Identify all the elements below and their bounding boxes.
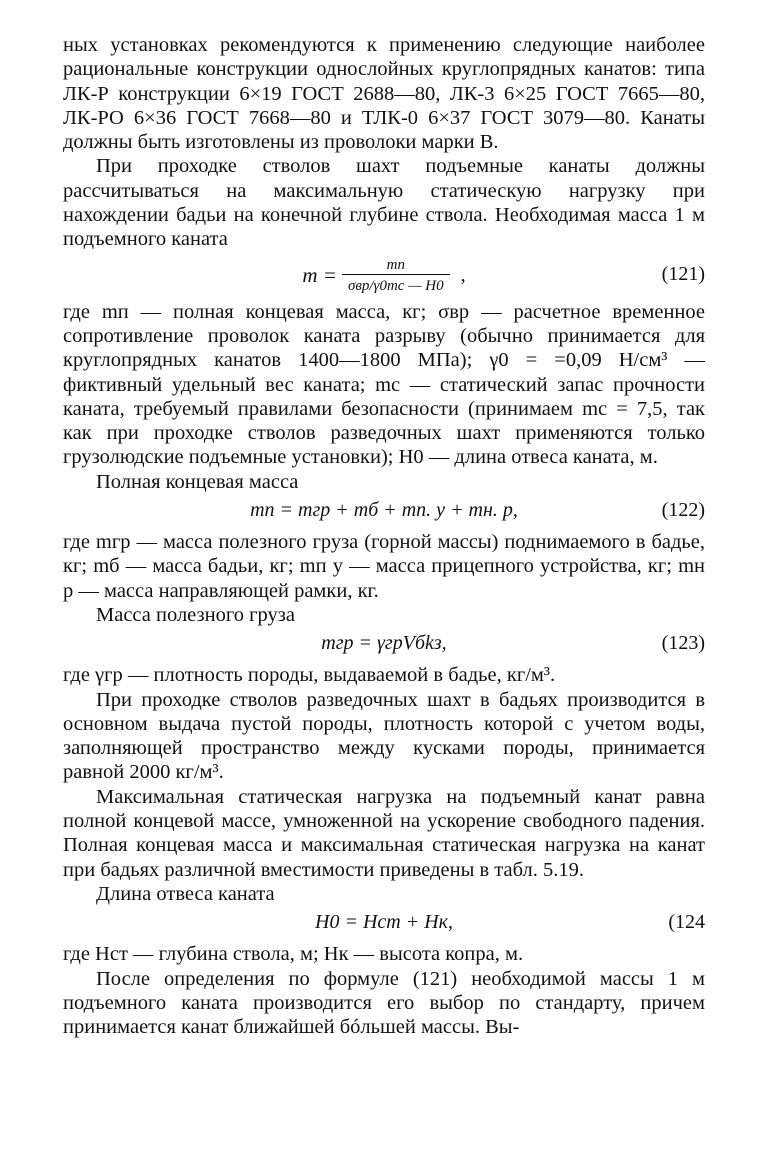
formula-121-fraction [342,256,450,295]
paragraph-formula-122-legend: где mгр — масса полезного груза (горной массы) поднимаемого в бадье, кг; mб — масса бадьи, кг; mп у — масса прицепного устройства, кг; mн р — масса направляющей рамки, кг. [63,531,705,602]
paragraph-formula-123-legend: где γгр — плотность породы, выдаваемой в бадье, кг/м³. [63,664,556,687]
formula-121-numerator: mп [386,256,405,273]
formula-123-number: (123) [661,632,705,655]
formula-121-denominator: σвр/γ0mс — H0 [342,274,450,295]
paragraph-rope-constructions: ных установках рекомендуются к применению следующие наиболее рациональные конструкции однослойных круглопрядных канатов: типа ЛК-Р конструкции 6×19 ГОСТ 2688—80, ЛК-3 6×25 ГОСТ 7665—80, ЛК-РО 6×36 ГОСТ 7668—80 и ТЛК-0 6×37 ГОСТ 3079—80. Канаты должны быть изготовлены из проволоки марки В. [63,34,705,154]
page-body [63,33,705,1039]
formula-121-tail: , [460,263,466,286]
formula-121-lhs: m = [302,262,337,287]
paragraph-static-load: При проходке стволов шахт подъемные канаты должны рассчитываться на максимальную статическую нагрузку при нахождении бадьи на конечной глубине ствола. Необходимая масса 1 м подъемного каната [63,155,705,251]
formula-122-number: (122) [661,499,705,522]
paragraph-max-static-load: Максимальная статическая нагрузка на подъемный канат равна полной концевой массе, умноженной на ускорение свободного падения. Полная концевая масса и максимальная статическая нагрузка на канат при бадьях различной вместимости приведены в табл. 5.19. [63,785,705,881]
paragraph-total-mass-heading: Полная концевая масса [96,470,299,493]
formula-124-number: (124 [668,911,705,934]
formula-121 [63,252,705,300]
formula-124 [63,906,705,942]
formula-122-body: mп = mгр + mб + mп. у + mн. р, [250,499,518,522]
formula-121-number: (121) [661,262,705,285]
paragraph-formula-124-legend: где Hст — глубина ствола, м; Hк — высота копра, м. [63,943,524,966]
paragraph-rope-selection: После определения по формуле (121) необходимой массы 1 м подъемного каната производится его выбор по стандарту, причем принимается канат ближайшей бóльшей массы. Вы- [63,967,705,1039]
formula-122 [63,494,705,530]
formula-123 [63,627,705,663]
formula-124-body: H0 = Hст + Hк, [315,911,453,934]
paragraph-rock-density: При проходке стволов разведочных шахт в бадьях производится в основном выдача пустой породы, плотность которой с учетом воды, заполняющей пространство между кусками породы, принимается равной 2000 кг/м³. [63,688,705,784]
paragraph-formula-121-legend: где mп — полная концевая масса, кг; σвр — расчетное временное сопротивление проволок каната разрыву (обычно принимается для круглопрядных канатов 1400—1800 МПа); γ0 = =0,09 Н/см³ — фиктивный удельный вес каната; mс — статический запас прочности каната, требуемый правилами безопасности (принимаем mс = 7,5, так как при проходке стволов разведочных шахт применяются только грузолюдские подъемные установки); H0 — длина отвеса каната, м. [63,300,705,469]
paragraph-rope-length-heading: Длина отвеса каната [96,882,275,905]
formula-123-body: mгр = γгрVбkз, [321,632,447,655]
paragraph-payload-mass-heading: Масса полезного груза [96,603,295,626]
